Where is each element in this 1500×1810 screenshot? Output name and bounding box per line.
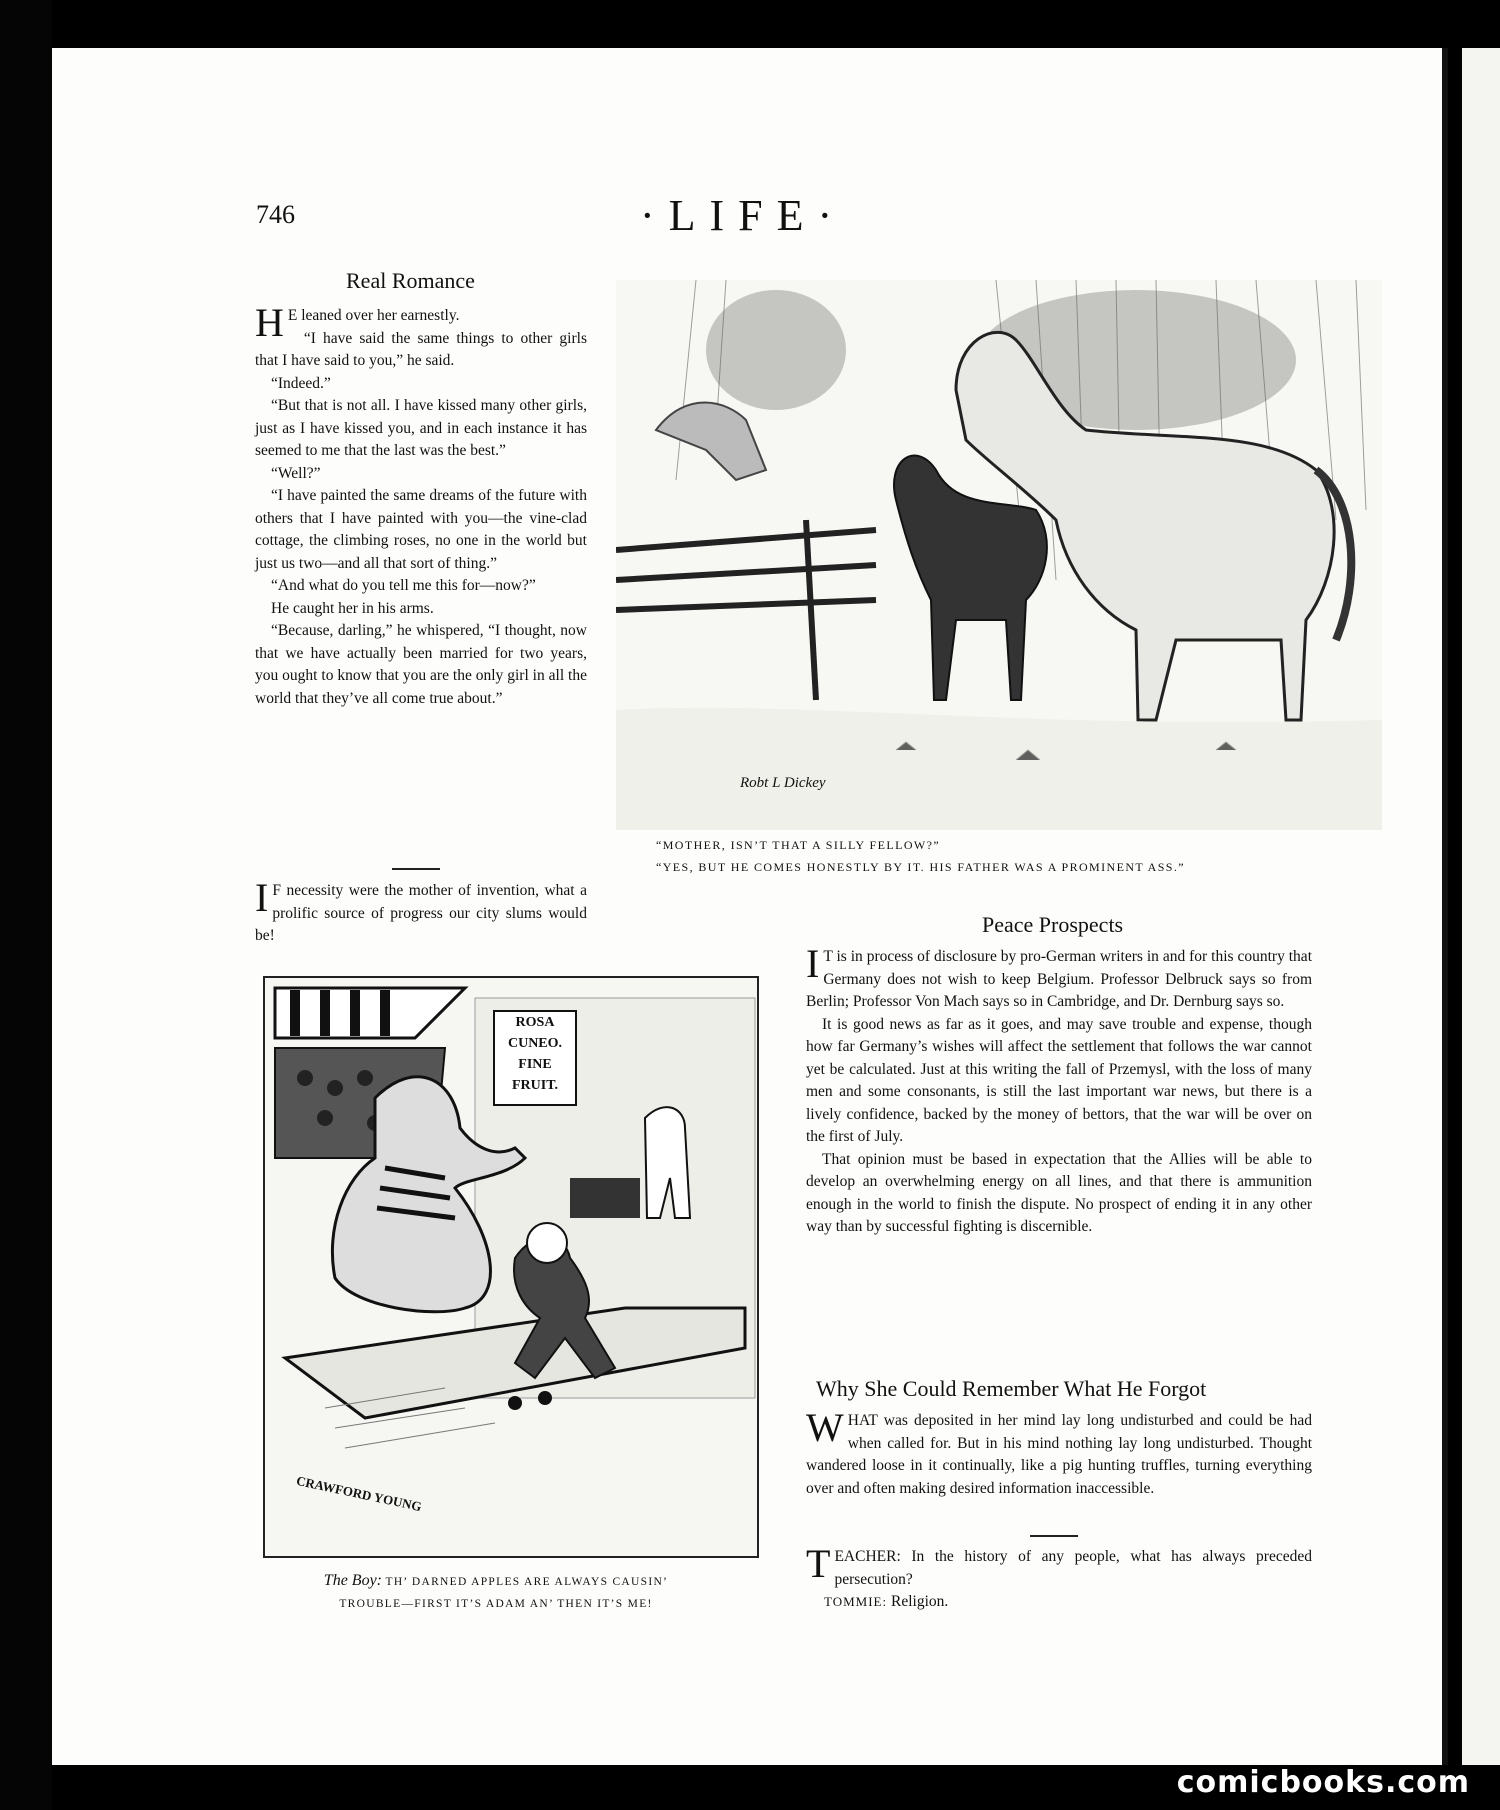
caption-line: TROUBLE—FIRST IT’S ADAM AN’ THEN IT’S ME!	[339, 1598, 653, 1610]
page-number: 746	[256, 200, 295, 229]
horse-cartoon-caption	[656, 834, 1296, 878]
article-paragraph: H E leaned over her earnestly.	[255, 300, 460, 345]
scan-gutter	[1448, 48, 1462, 1765]
boy-cartoon-caption	[256, 1570, 736, 1615]
teacher-joke: TEACHER: In the history of any people, what has always preceded persecution? TOMMIE: Religion.	[806, 1541, 1312, 1610]
article-paragraph: It is good news as far as it goes, and may save trouble and expense, though how far Germany’s wishes will affect the settlement that follows the war cannot yet be calculated. Just at this writing the fall of Przemysl, with the loss of many men and some consonants, is still the last important war news, but there is a lively confidence, backed by the money of bettors, that the war will be over on the first of July.	[806, 1015, 1312, 1145]
article-paragraph: He caught her in his arms.	[271, 599, 434, 617]
article-paragraph: That opinion must be based in expectation that the Allies will be able to develop an overwhelming energy on all lines, and that there is ammunition enough in the world to finish the dispute. No prospect of ending it in any other way than by successful fighting is discernible.	[806, 1150, 1312, 1235]
caption-line: “YES, BUT HE COMES HONESTLY BY IT. HIS FATHER WAS A PROMINENT ASS.”	[656, 860, 1185, 874]
dropcap: T	[806, 1541, 831, 1586]
article-paragraph: “Because, darling,” he whispered, “I thought, now that we have actually been married for two years, you ought to know that you are the only girl in all the world that they’ve all come true about.”	[255, 622, 587, 707]
horse-cartoon-illustration	[616, 280, 1382, 830]
masthead-title: ·LIFE·	[640, 191, 847, 240]
article-paragraph: “I have said the same things to other girls that I have said to you,” he said.	[255, 329, 587, 369]
boy-cartoon-illustration	[263, 976, 759, 1558]
necessity-joke: I F necessity were the mother of invention, what a prolific source of progress our city slums would be!	[255, 875, 587, 944]
caption-line: “MOTHER, ISN’T THAT A SILLY FELLOW?”	[656, 838, 941, 852]
fruit-stand-sign: ROSA CUNEO. FINE FRUIT.	[493, 1010, 577, 1106]
next-page-edge	[1462, 48, 1500, 1765]
dropcap: I	[806, 941, 820, 986]
peace-prospects-article: I T is in process of disclosure by pro-German writers in and for this country that Germany does not wish to keep Belgium. Professor Delbruck says so from Berlin; Professor Von Mach says so in Cambridge, and Dr. Dernburg says so. It is good news as far as it goes, and may save trouble and expense, though how far Germany’s wishes will affect the settlement that follows the war cannot yet be calculated. Just at this writing the fall of Przemysl, with the loss of many men and some consonants, is still the last important war news, but there is a lively confidence, backed by the money of bettors, that the war will be over on the first of July. That opinion must be based in expectation that the Allies will be able to develop an overwhelming energy on all lines, and that there is ammunition enough in the world to finish the dispute. No prospect of ending it in any other way than by successful fighting is discernible.	[806, 946, 1312, 1239]
why-she-article: WHAT was deposited in her mind lay long undisturbed and could be had when called for. But in his mind nothing lay long undisturbed. Thought wandered loose in it continually, like a pig hunting truffles, turning everything over and often making desired information inaccessible.	[806, 1405, 1312, 1497]
answer-text: Religion.	[890, 1593, 949, 1610]
article-paragraph: “Well?”	[271, 464, 321, 482]
dropcap: W	[806, 1405, 844, 1450]
horse-drawing	[616, 280, 1382, 830]
article-paragraph: “I have painted the same dreams of the future with others that I have painted with you—the vine-clad cottage, the climbing roses, no one in the world but just us two—and all that sort of thing.”	[255, 487, 587, 572]
artist-signature: Robt L Dickey	[740, 775, 826, 791]
dropcap: I	[255, 875, 269, 920]
dropcap: H	[255, 300, 284, 345]
peace-prospects-title: Peace Prospects	[982, 912, 1124, 937]
site-watermark: comicbooks.com	[1176, 1765, 1470, 1800]
section-divider	[392, 868, 440, 870]
scan-border-left	[0, 0, 52, 1810]
section-divider	[1030, 1535, 1078, 1537]
why-she-title: Why She Could Remember What He Forgot	[816, 1376, 1207, 1401]
real-romance-article	[255, 300, 587, 710]
caption-line: TH’ DARNED APPLES ARE ALWAYS CAUSIN’	[385, 1576, 669, 1588]
real-romance-title: Real Romance	[346, 268, 475, 293]
caption-speaker: The Boy:	[323, 1572, 382, 1589]
article-paragraph: “And what do you tell me this for—now?”	[271, 577, 536, 594]
article-paragraph: “Indeed.”	[271, 374, 331, 392]
artist-signature: CRAWFORD YOUNG	[294, 1472, 423, 1515]
speaker-label: TOMMIE:	[824, 1594, 888, 1609]
article-paragraph: “But that is not all. I have kissed many other girls, just as I have kissed you, and in each instance it has seemed to me that the last was the best.”	[255, 397, 587, 459]
